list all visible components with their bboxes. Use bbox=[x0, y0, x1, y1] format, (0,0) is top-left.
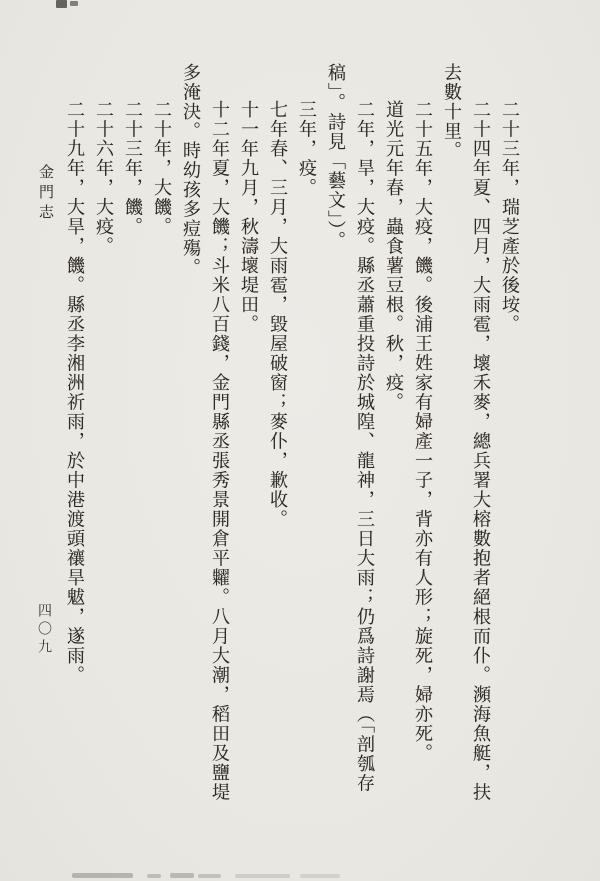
entry-daoguang-20: 二十年，大饑。 bbox=[152, 100, 172, 237]
folio-page-number: 四〇九 bbox=[36, 603, 51, 657]
scan-artifact-top bbox=[70, 1, 78, 6]
running-title: 金門志 bbox=[37, 164, 53, 224]
entry-daoguang-1: 道光元年春，蟲食薯豆根。秋，疫。 bbox=[384, 100, 404, 412]
entry-year-24: 二十四年夏、四月，大雨雹，壞禾麥，總兵署大榕數抱者絕根而仆。瀕海魚艇，扶去數十里。 bbox=[442, 63, 491, 802]
entry-daoguang-29: 二十九年，大旱，饑。縣丞李湘洲祈雨，於中港渡頭禳旱魃，遂雨。 bbox=[65, 100, 85, 685]
entry-daoguang-3: 三年，疫。 bbox=[297, 100, 317, 198]
scan-artifact-bottom bbox=[170, 873, 194, 878]
scan-artifact-bottom bbox=[72, 873, 133, 878]
scan-artifact-bottom bbox=[300, 874, 340, 878]
entry-year-25: 二十五年，大疫，饑。後浦王姓家有婦產一子，背亦有人形；旋死，婦亦死。 bbox=[413, 100, 433, 763]
entry-daoguang-23: 二十三年，饑。 bbox=[123, 100, 143, 237]
entry-year-23: 二十三年，瑞芝產於後垵。 bbox=[500, 100, 520, 334]
scan-artifact-bottom bbox=[235, 874, 290, 878]
entry-daoguang-26: 二十六年，大疫。 bbox=[94, 100, 114, 256]
scan-artifact-top bbox=[56, 0, 67, 8]
text-block bbox=[60, 63, 524, 805]
scan-artifact-bottom bbox=[147, 874, 161, 878]
scan-artifact-bottom bbox=[198, 874, 221, 878]
entry-daoguang-12: 十二年夏，大饑；斗米八百錢，金門縣丞張秀景開倉平糶。八月大潮，稻田及鹽堤多淹決。時幼孩多痘殤。 bbox=[181, 63, 230, 802]
entry-daoguang-2: 二年，旱，大疫。縣丞蕭重投詩於城隍、龍神，三日大雨；仍爲詩謝焉（「剖瓠存稿」。詩見「藝文」）。 bbox=[326, 63, 375, 793]
entry-daoguang-11: 十一年九月，秋濤壞堤田。 bbox=[239, 100, 259, 334]
entry-daoguang-7: 七年春、三月，大雨雹，毀屋破窗；麥仆，歉收。 bbox=[268, 100, 288, 529]
